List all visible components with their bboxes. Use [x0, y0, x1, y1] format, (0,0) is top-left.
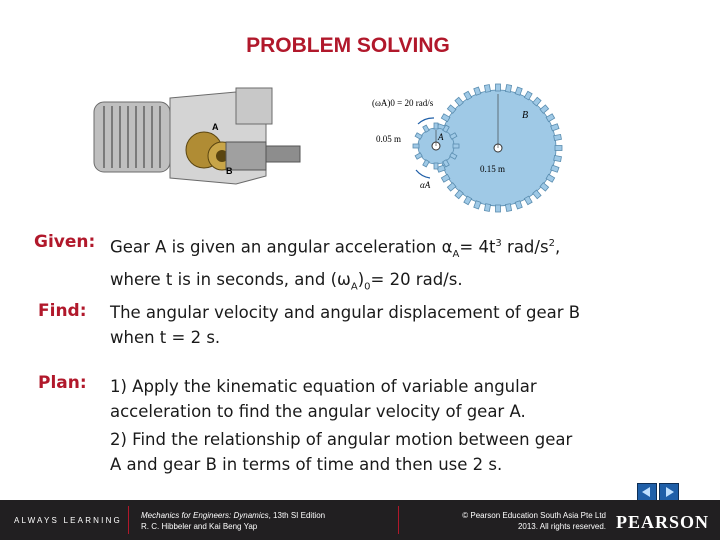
- gear-tooth: [474, 201, 481, 209]
- gear-tooth: [496, 205, 501, 212]
- find-label: Find:: [38, 301, 87, 321]
- book-citation: [141, 510, 325, 532]
- given-line-2: where t is in seconds, and $(\omega_A)_0= 20$ rad/s.: [110, 269, 463, 293]
- footer-divider: [128, 506, 129, 534]
- r-large-label: 0.15 m: [480, 164, 506, 174]
- book-title: Mechanics for Engineers: Dynamics: [141, 511, 269, 520]
- omega-a0-label: (ωA)0 = 20 rad/s: [372, 98, 434, 108]
- slide-title: PROBLEM SOLVING: [246, 34, 450, 57]
- pearson-logo: PEARSON: [616, 512, 710, 532]
- plan-step-2: [110, 427, 572, 477]
- plan-step-1-line-1: 1) Apply the kinematic equation of variable angular: [110, 377, 537, 396]
- motor-label-b: B: [226, 166, 233, 176]
- gear-tooth: [554, 155, 562, 161]
- gear-tooth: [515, 87, 522, 95]
- gear-tooth: [551, 124, 559, 131]
- next-slide-button[interactable]: [659, 483, 679, 501]
- gear-tooth: [554, 134, 562, 140]
- r-small-label: 0.05 m: [376, 134, 402, 144]
- alpha-a-label: αA: [420, 180, 431, 190]
- gear-a-label: A: [438, 132, 444, 142]
- gear-tooth: [484, 204, 490, 212]
- gear-tooth: [453, 144, 459, 148]
- book-edition: , 13th SI Edition: [268, 511, 326, 520]
- given-text: [110, 231, 560, 299]
- omega-symbol: ω: [337, 269, 351, 289]
- find-line-2: when t = 2 s.: [110, 328, 221, 347]
- alpha-symbol: α: [441, 237, 453, 257]
- starter-motor-illustration: [86, 84, 310, 196]
- gear-tooth: [555, 146, 562, 151]
- always-learning-text: ALWAYS LEARNING: [14, 516, 122, 525]
- gear-tooth: [434, 163, 438, 169]
- gear-tooth: [415, 133, 422, 139]
- gear-tooth: [496, 84, 501, 91]
- gear-tooth: [515, 201, 522, 209]
- given-line-1: Gear A is given an angular acceleration $\alpha_A= 4t^3$ rad/$s^2$,: [110, 237, 561, 260]
- gear-tooth: [484, 85, 490, 93]
- footer-bar: [0, 500, 720, 540]
- copyright-notice: © Pearson Education South Asia Pte Ltd 2013. All rights reserved.: [462, 511, 606, 531]
- gear-tooth: [505, 204, 511, 212]
- book-authors: R. C. Hibbeler and Kai Beng Yap: [141, 522, 258, 531]
- find-line-1: The angular velocity and angular displacement of gear B: [110, 303, 581, 322]
- gear-b-label: B: [522, 110, 529, 121]
- next-slide-icon: [666, 487, 674, 497]
- gear-tooth: [415, 153, 422, 159]
- footer-divider: [398, 506, 399, 534]
- given-label: Given:: [34, 232, 96, 252]
- motor-label-a: A: [212, 122, 219, 132]
- find-text: [110, 300, 580, 350]
- slide-navigation: [637, 483, 679, 501]
- plan-step-1: [110, 374, 537, 424]
- previous-slide-button[interactable]: [637, 483, 657, 501]
- gear-tooth: [434, 123, 438, 129]
- gear-tooth: [474, 87, 481, 95]
- plan-step-2-line-2: A and gear B in terms of time and then use 2 s.: [110, 455, 503, 474]
- plan-step-1-line-2: acceleration to find the angular velocity of gear A.: [110, 402, 526, 421]
- gear-diagram: [368, 82, 584, 218]
- gear-tooth: [505, 85, 511, 93]
- plan-label: Plan:: [38, 373, 87, 393]
- gear-tooth: [413, 144, 419, 148]
- gear-tooth: [551, 165, 559, 172]
- previous-slide-icon: [642, 487, 650, 497]
- gear-tooth: [423, 160, 429, 167]
- plan-step-2-line-1: 2) Find the relationship of angular motion between gear: [110, 430, 573, 449]
- gear-tooth: [423, 125, 429, 132]
